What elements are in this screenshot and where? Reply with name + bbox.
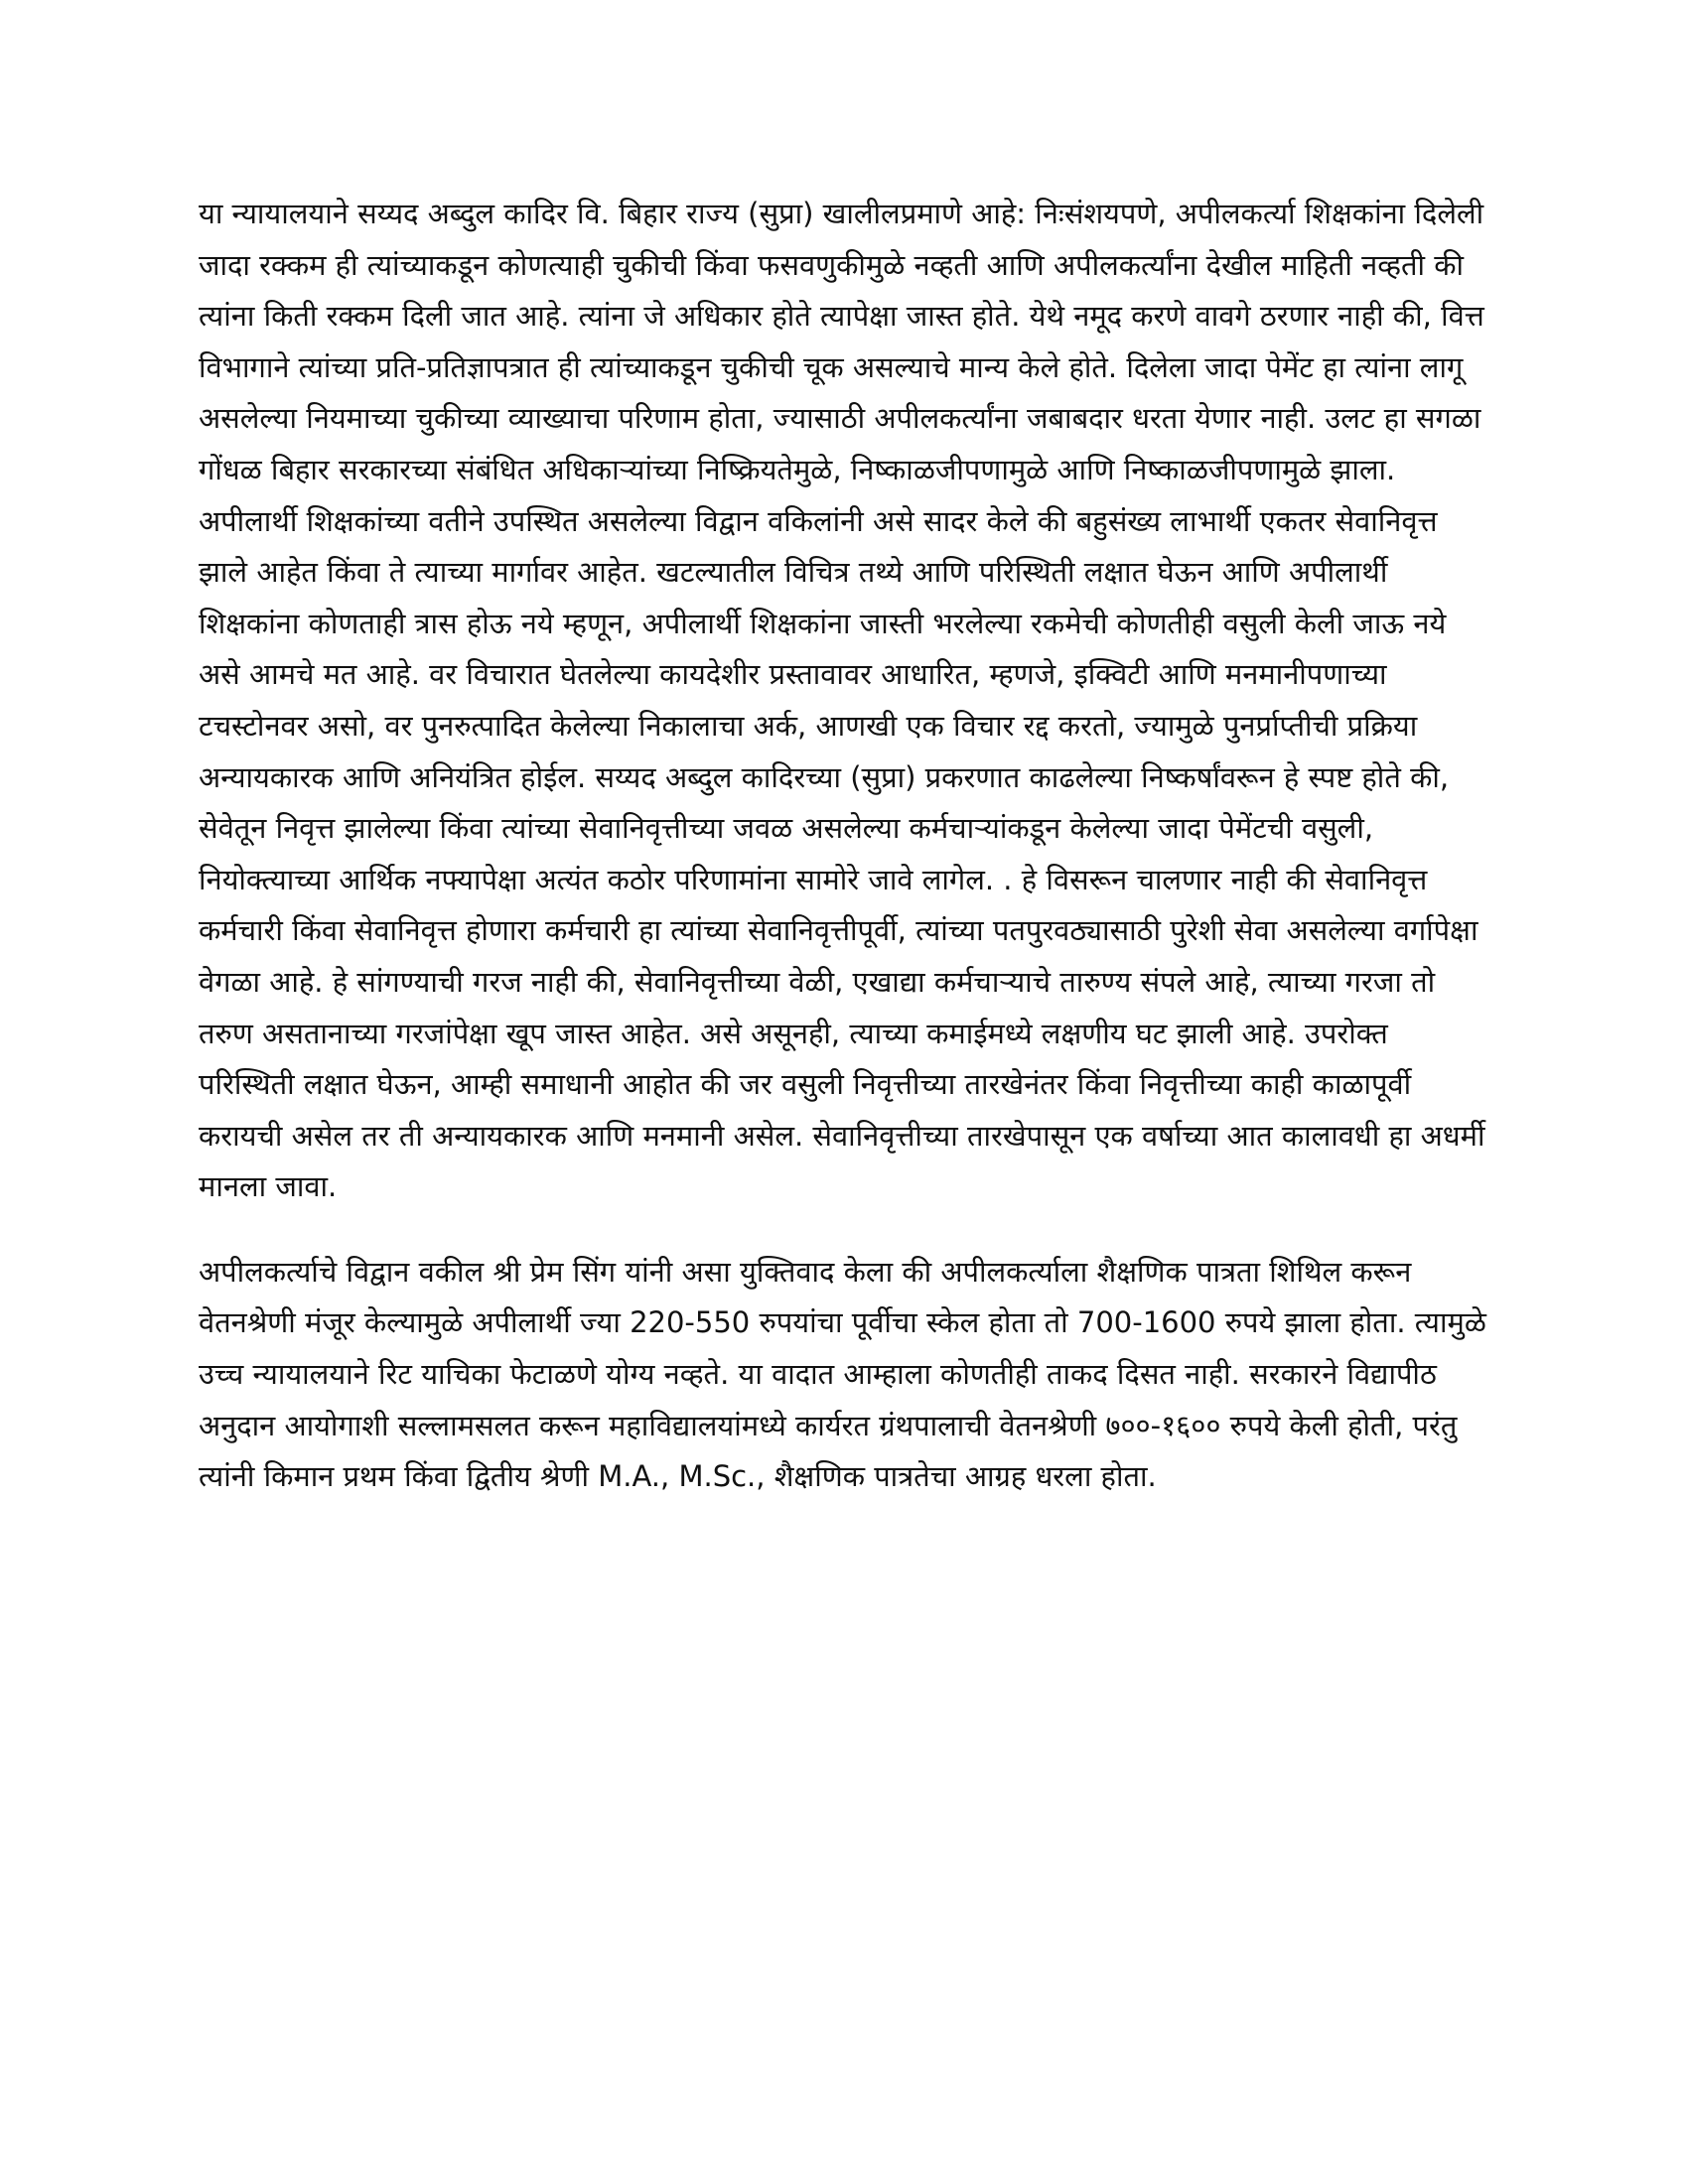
document-body bbox=[199, 189, 1489, 1503]
paragraph-1: या न्यायालयाने सय्यद अब्दुल कादिर वि. बिहार राज्य (सुप्रा) खालीलप्रमाणे आहे: निःसंशयपणे, अपीलकर्त्या शिक्षकांना दिलेली जादा रक्कम ही त्यांच्याकडून कोणत्याही चुकीची किंवा फसवणुकीमुळे नव्हती आणि अपीलकर्त्यांना देखील माहिती नव्हती की त्यांना किती रक्कम दिली जात आहे. त्यांना जे अधिकार होते त्यापेक्षा जास्त होते. येथे नमूद करणे वावगे ठरणार नाही की, वित्त विभागाने त्यांच्या प्रति-प्रतिज्ञापत्रात ही त्यांच्याकडून चुकीची चूक असल्याचे मान्य केले होते. दिलेला जादा पेमेंट हा त्यांना लागू असलेल्या नियमाच्या चुकीच्या व्याख्याचा परिणाम होता, ज्यासाठी अपीलकर्त्यांना जबाबदार धरता येणार नाही. उलट हा सगळा गोंधळ बिहार सरकारच्या संबंधित अधिकाऱ्यांच्या निष्क्रियतेमुळे, निष्काळजीपणामुळे आणि निष्काळजीपणामुळे झाला. अपीलार्थी शिक्षकांच्या वतीने उपस्थित असलेल्या विद्वान वकिलांनी असे सादर केले की बहुसंख्य लाभार्थी एकतर सेवानिवृत्त झाले आहेत किंवा ते त्याच्या मार्गावर आहेत. खटल्यातील विचित्र तथ्ये आणि परिस्थिती लक्षात घेऊन आणि अपीलार्थी शिक्षकांना कोणताही त्रास होऊ नये म्हणून, अपीलार्थी शिक्षकांना जास्ती भरलेल्या रकमेची कोणतीही वसुली केली जाऊ नये असे आमचे मत आहे. वर विचारात घेतलेल्या कायदेशीर प्रस्तावावर आधारित, म्हणजे, इक्विटी आणि मनमानीपणाच्या टचस्टोनवर असो, वर पुनरुत्पादित केलेल्या निकालाचा अर्क, आणखी एक विचार रद्द करतो, ज्यामुळे पुनर्प्राप्तीची प्रक्रिया अन्यायकारक आणि अनियंत्रित होईल. सय्यद अब्दुल कादिरच्या (सुप्रा) प्रकरणात काढलेल्या निष्कर्षांवरून हे स्पष्ट होते की, सेवेतून निवृत्त झालेल्या किंवा त्यांच्या सेवानिवृत्तीच्या जवळ असलेल्या कर्मचाऱ्यांकडून केलेल्या जादा पेमेंटची वसुली, नियोक्त्याच्या आर्थिक नफ्यापेक्षा अत्यंत कठोर परिणामांना सामोरे जावे लागेल. . हे विसरून चालणार नाही की सेवानिवृत्त कर्मचारी किंवा सेवानिवृत्त होणारा कर्मचारी हा त्यांच्या सेवानिवृत्तीपूर्वी, त्यांच्या पतपुरवठ्यासाठी पुरेशी सेवा असलेल्या वर्गापेक्षा वेगळा आहे. हे सांगण्याची गरज नाही की, सेवानिवृत्तीच्या वेळी, एखाद्या कर्मचाऱ्याचे तारुण्य संपले आहे, त्याच्या गरजा तो तरुण असतानाच्या गरजांपेक्षा खूप जास्त आहेत. असे असूनही, त्याच्या कमाईमध्ये लक्षणीय घट झाली आहे. उपरोक्त परिस्थिती लक्षात घेऊन, आम्ही समाधानी आहोत की जर वसुली निवृत्तीच्या तारखेनंतर किंवा निवृत्तीच्या काही काळापूर्वी करायची असेल तर ती अन्यायकारक आणि मनमानी असेल. सेवानिवृत्तीच्या तारखेपासून एक वर्षाच्या आत कालावधी हा अधर्मी मानला जावा. bbox=[199, 197, 1485, 1204]
paragraph-2: अपीलकर्त्याचे विद्वान वकील श्री प्रेम सिंग यांनी असा युक्तिवाद केला की अपीलकर्त्याला शैक्षणिक पात्रता शिथिल करून वेतनश्रेणी मंजूर केल्यामुळे अपीलार्थी ज्या 220-550 रुपयांचा पूर्वीचा स्केल होता तो 700-1600 रुपये झाला होता. त्यामुळे उच्च न्यायालयाने रिट याचिका फेटाळणे योग्य नव्हते. या वादात आम्हाला कोणतीही ताकद दिसत नाही. सरकारने विद्यापीठ अनुदान आयोगाशी सल्लामसलत करून महाविद्यालयांमध्ये कार्यरत ग्रंथपालाची वेतनश्रेणी ७००-१६०० रुपये केली होती, परंतु त्यांनी किमान प्रथम किंवा द्वितीय श्रेणी M.A., M.Sc., शैक्षणिक पात्रतेचा आग्रह धरला होता. bbox=[199, 1254, 1486, 1494]
